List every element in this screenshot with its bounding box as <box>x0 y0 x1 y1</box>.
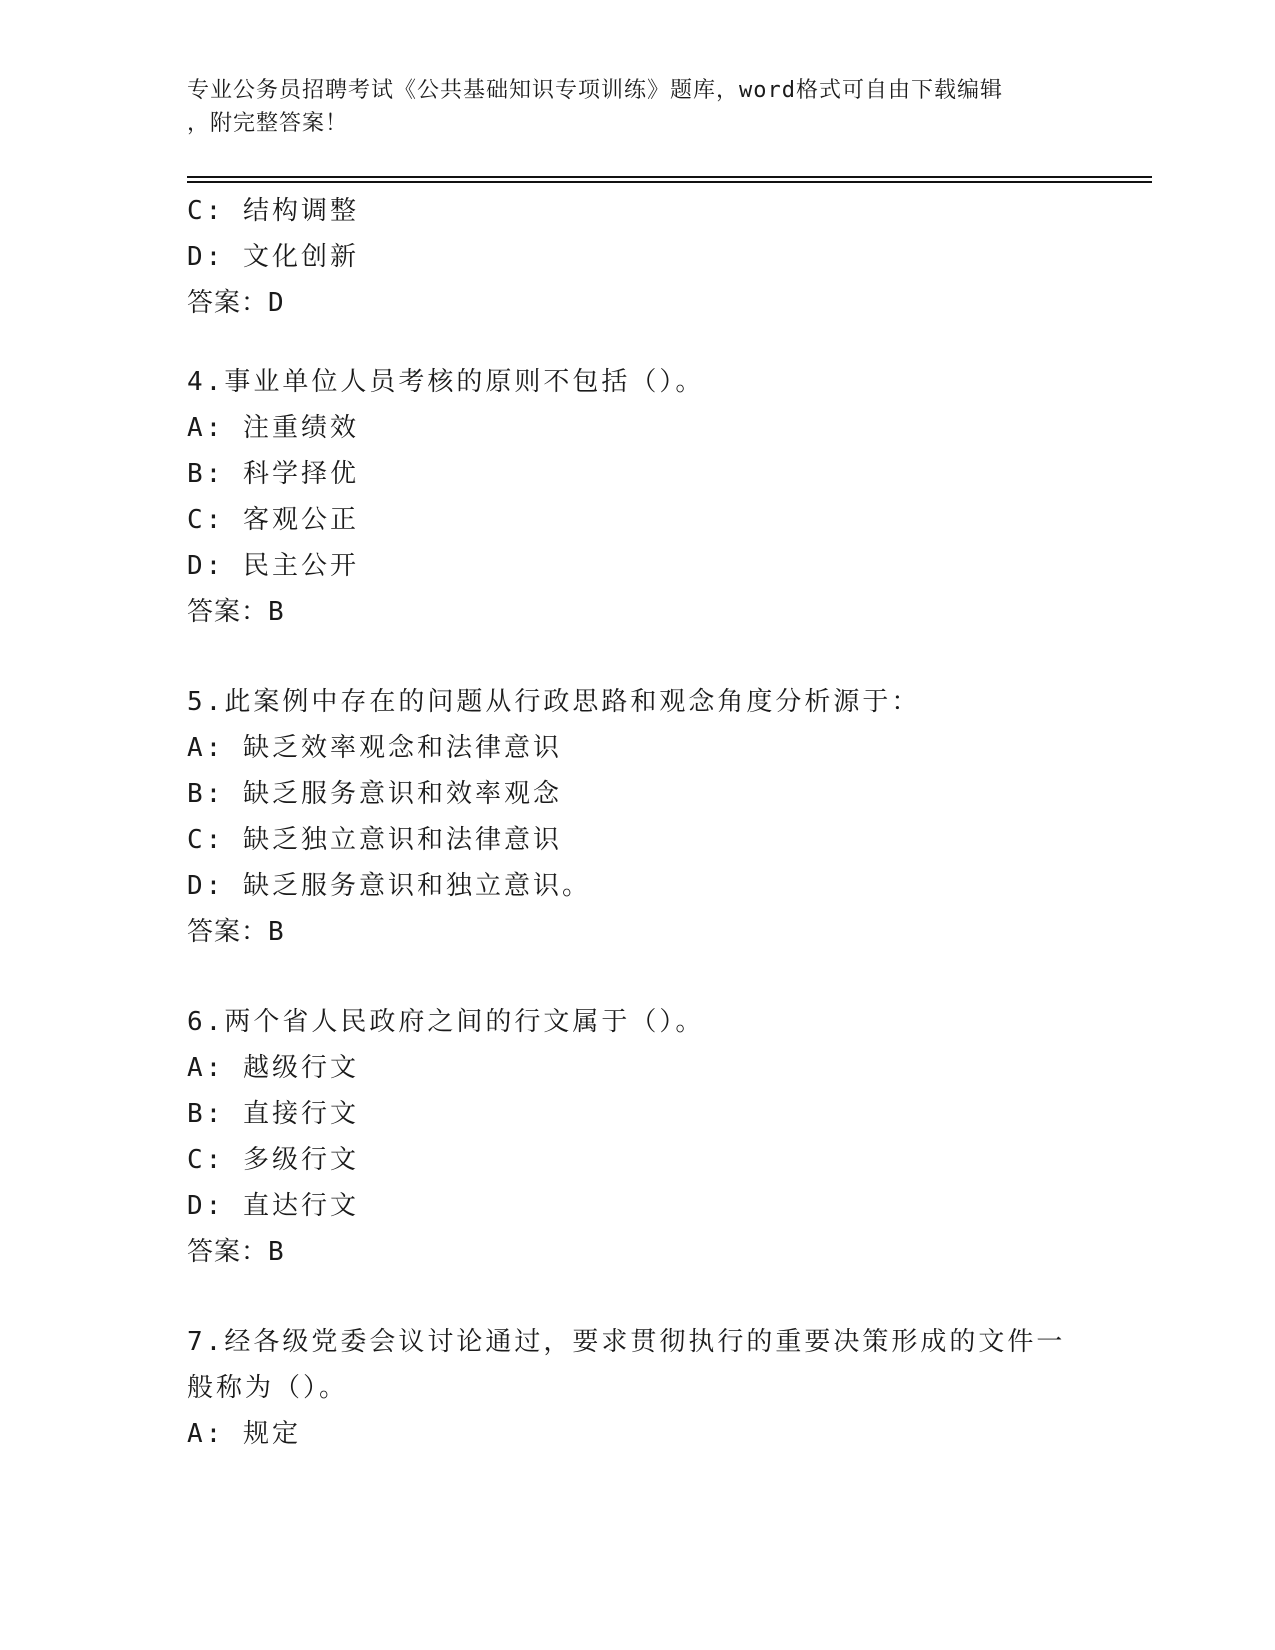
option-d: D: 直达行文 <box>187 1191 359 1221</box>
question-number: 4. <box>187 367 225 397</box>
option-a: A: 越级行文 <box>187 1053 359 1083</box>
question-stem <box>187 679 1087 725</box>
header-title-line-2: ，附完整答案！ <box>187 111 349 136</box>
option-b: B: 缺乏服务意识和效率观念 <box>187 779 562 809</box>
header-title-line-1: 专业公务员招聘考试《公共基础知识专项训练》题库，word格式可自由下载编辑 <box>187 78 1003 103</box>
question-stem <box>187 359 1087 405</box>
question-text-line-2: 般称为（）。 <box>187 1373 349 1403</box>
option-b: B: 科学择优 <box>187 459 359 489</box>
question-6 <box>187 999 1087 1275</box>
question-text-line-1: 经各级党委会议讨论通过，要求贯彻执行的重要决策形成的文件一 <box>224 1327 1066 1357</box>
answer-line: 答案：B <box>187 1237 285 1267</box>
question-4 <box>187 359 1087 635</box>
option-a: A: 缺乏效率观念和法律意识 <box>187 733 562 763</box>
header-rule-top <box>187 176 1152 178</box>
question-number: 5. <box>187 687 225 717</box>
question-text: 此案例中存在的问题从行政思路和观念角度分析源于： <box>224 687 921 717</box>
answer-line: 答案：B <box>187 917 285 947</box>
option-c: C: 客观公正 <box>187 505 359 535</box>
option-b: B: 直接行文 <box>187 1099 359 1129</box>
question-number: 7. <box>187 1327 225 1357</box>
option-c: C: 多级行文 <box>187 1145 359 1175</box>
option-a: A: 注重绩效 <box>187 413 359 443</box>
question-7 <box>187 1319 1087 1457</box>
option-a: A: 规定 <box>187 1419 301 1449</box>
option-d: D: 民主公开 <box>187 551 359 581</box>
option-c: C: 结构调整 <box>187 196 359 226</box>
question-text: 事业单位人员考核的原则不包括（）。 <box>224 367 705 397</box>
option-d: D: 文化创新 <box>187 242 359 272</box>
question-5 <box>187 679 1087 955</box>
answer-line: 答案：D <box>187 288 285 318</box>
question-text: 两个省人民政府之间的行文属于（）。 <box>224 1007 705 1037</box>
option-c: C: 缺乏独立意识和法律意识 <box>187 825 562 855</box>
document-header <box>187 74 1077 140</box>
question-stem <box>187 1319 1087 1365</box>
option-d: D: 缺乏服务意识和独立意识。 <box>187 871 591 901</box>
header-rule-bottom <box>187 181 1152 183</box>
question-number: 6. <box>187 1007 225 1037</box>
answer-line: 答案：B <box>187 597 285 627</box>
question-3-continued <box>187 188 1087 326</box>
question-list <box>187 188 1087 1457</box>
question-stem <box>187 999 1087 1045</box>
